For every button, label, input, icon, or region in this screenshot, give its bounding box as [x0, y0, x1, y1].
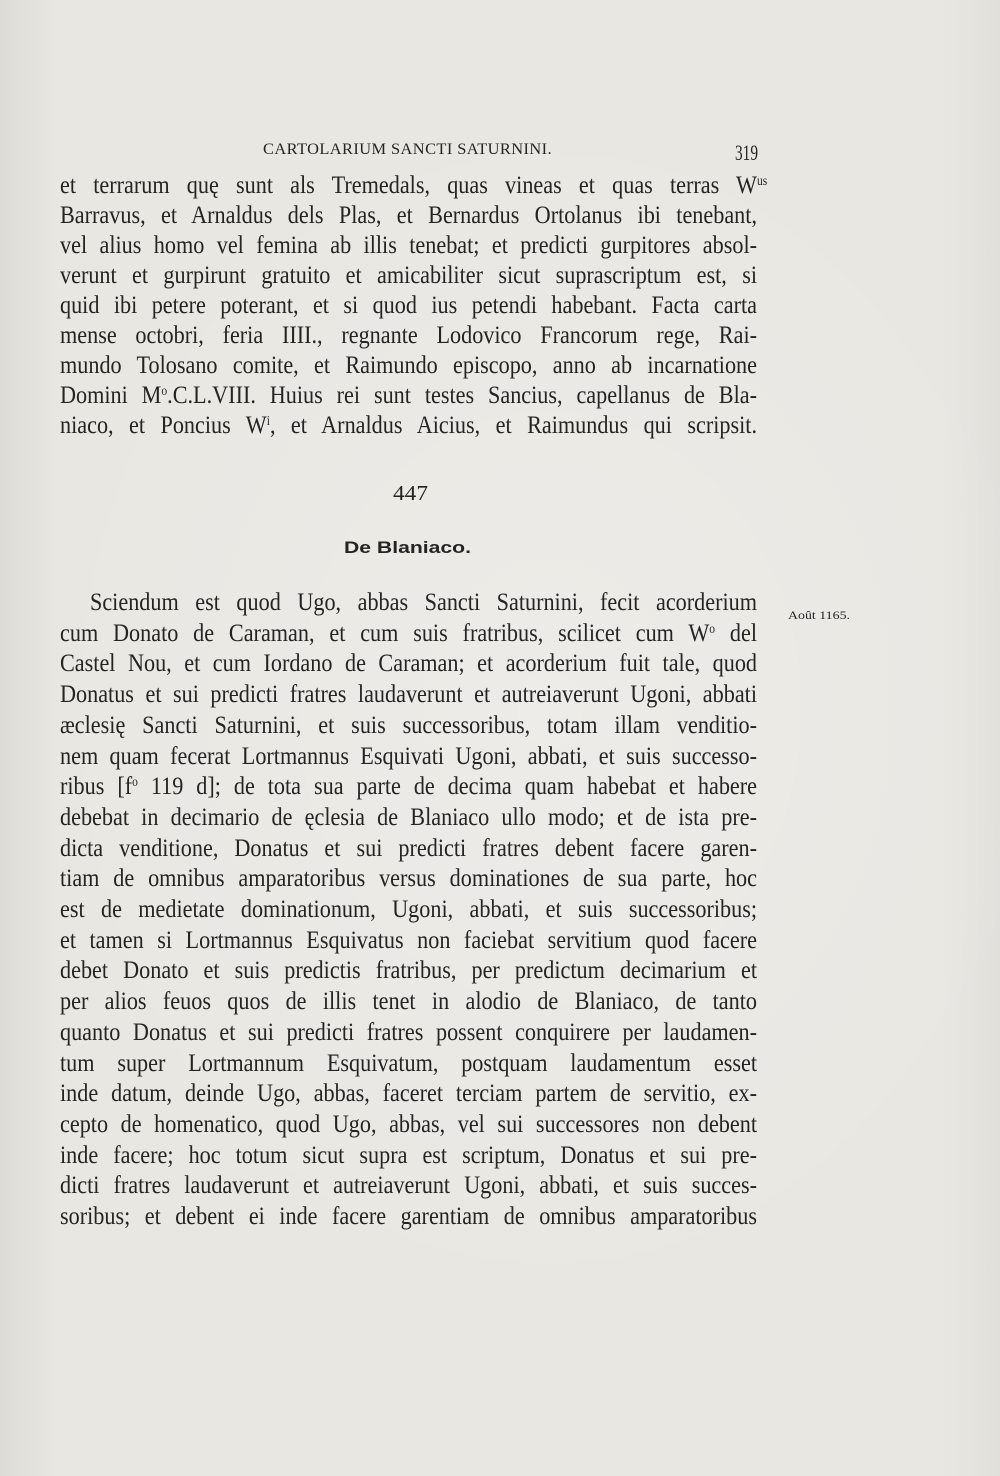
text-line	[60, 1017, 757, 1048]
line-text: per alios feuos quos de illis tenet in alodio de Blaniaco, de tanto	[60, 986, 757, 1016]
text-line	[60, 1048, 757, 1079]
text-line	[60, 230, 757, 260]
line-text: Castel Nou, et cum Iordano de Caraman; et acorderium fuit tale, quod	[60, 648, 757, 678]
line-text: Sciendum est quod Ugo, abbas Sancti Saturnini, fecit acorderium	[90, 587, 757, 616]
charter-title: De Blaniaco.	[344, 538, 471, 557]
text-line	[60, 290, 757, 320]
line-text: et tamen si Lortmannus Esquivatus non faciebat servitium quod facere	[60, 924, 757, 954]
line-text: mundo Tolosano comite, et Raimundo episcopo, anno ab incarnatione	[60, 350, 757, 379]
line-text: .C.L.VIII. Huius rei sunt testes Sancius, capellanus de Bla-	[167, 380, 757, 409]
text-line	[60, 1140, 757, 1171]
line-text: debet Donato et suis predictis fratribus, per predictum decimarium et	[60, 955, 757, 985]
line-text: mense octobri, feria IIII., regnante Lodovico Francorum rege, Rai-	[60, 320, 757, 349]
line-text: ribus [f	[60, 771, 133, 801]
text-line	[60, 648, 757, 679]
line-text: soribus; et debent ei inde facere garentiam de omnibus amparatoribus	[60, 1201, 757, 1230]
line-text: quanto Donatus et sui predicti fratres possent conquirere per laudamen-	[60, 1016, 757, 1046]
text-line	[60, 986, 757, 1017]
text-line	[60, 170, 767, 200]
text-line	[60, 618, 757, 649]
charter-number: 447	[393, 481, 428, 505]
superscript: o	[132, 773, 138, 789]
text-line	[60, 1170, 757, 1201]
text-line	[60, 320, 757, 350]
line-text: Domini M	[60, 380, 162, 409]
line-text: dicti fratres laudaverunt et autreiaverunt Ugoni, abbati, et suis succes-	[60, 1170, 757, 1200]
line-text: nem quam fecerat Lortmannus Esquivati Ugoni, abbati, et suis successo-	[60, 740, 757, 770]
text-line	[60, 260, 757, 290]
line-text: cum Donato de Caraman, et cum suis fratribus, scilicet cum W	[60, 617, 710, 647]
line-text: inde datum, deinde Ugo, abbas, faceret terciam partem de servitio, ex-	[60, 1078, 757, 1108]
text-line	[60, 710, 757, 741]
line-text: æclesię Sancti Saturnini, et suis successoribus, totam illam venditio-	[60, 709, 757, 739]
text-line	[60, 1201, 757, 1232]
text-line	[60, 410, 757, 440]
text-line	[60, 863, 757, 894]
line-text: inde facere; hoc totum sicut supra est scriptum, Donatus et sui pre-	[60, 1139, 757, 1169]
line-text: debebat in decimario de ęclesia de Blaniaco ullo modo; et de ista pre-	[60, 801, 757, 831]
line-text: niaco, et Poncius W	[60, 410, 267, 439]
line-text: Donatus et sui predicti fratres laudaverunt et autreiaverunt Ugoni, abbati	[60, 679, 757, 709]
line-text: 119 d]; de tota sua parte de decima quam habebat et habere	[137, 771, 757, 801]
text-line	[60, 679, 757, 710]
text-line	[60, 771, 757, 802]
text-line	[60, 802, 757, 833]
line-text: , et Arnaldus Aicius, et Raimundus qui scripsit.	[269, 410, 757, 439]
superscript: i	[266, 412, 270, 428]
text-line	[90, 587, 757, 618]
line-text: dicta venditione, Donatus et sui predicti fratres debent facere garen-	[60, 832, 757, 862]
line-text: vel alius homo vel femina ab illis tenebat; et predicti gurpitores absol-	[60, 230, 757, 259]
running-head: CARTOLARIUM SANCTI SATURNINI.	[263, 141, 552, 158]
text-line	[60, 894, 757, 925]
text-line	[60, 833, 757, 864]
text-line	[60, 380, 757, 410]
line-text: tiam de omnibus amparatoribus versus dominationes de sua parte, hoc	[60, 863, 757, 893]
text-line	[60, 350, 757, 380]
line-text: tum super Lortmannum Esquivatum, postquam laudamentum esset	[60, 1047, 757, 1077]
page-number: 319	[735, 140, 758, 165]
text-line	[60, 741, 757, 772]
line-text: est de medietate dominationum, Ugoni, abbati, et suis successoribus;	[60, 894, 757, 923]
line-text: et terrarum quę sunt als Tremedals, quas vineas et quas terras W	[60, 170, 757, 199]
line-text: cepto de homenatico, quod Ugo, abbas, vel sui successores non debent	[60, 1108, 757, 1138]
text-line	[60, 1109, 757, 1140]
text-line	[60, 200, 757, 230]
text-line	[60, 1078, 757, 1109]
line-text: Barravus, et Arnaldus dels Plas, et Bernardus Ortolanus ibi tenebant,	[60, 200, 757, 229]
line-text: verunt et gurpirunt gratuito et amicabiliter sicut suprascriptum est, si	[60, 260, 757, 289]
margin-date: Août 1165.	[788, 608, 850, 622]
superscript: o	[161, 382, 168, 398]
superscript: o	[709, 620, 716, 636]
text-line	[60, 925, 757, 956]
line-text: del	[715, 617, 757, 647]
text-line	[60, 955, 757, 986]
line-text: quid ibi petere poterant, et si quod ius petendi habebant. Facta carta	[60, 290, 757, 319]
superscript: us	[756, 172, 768, 188]
